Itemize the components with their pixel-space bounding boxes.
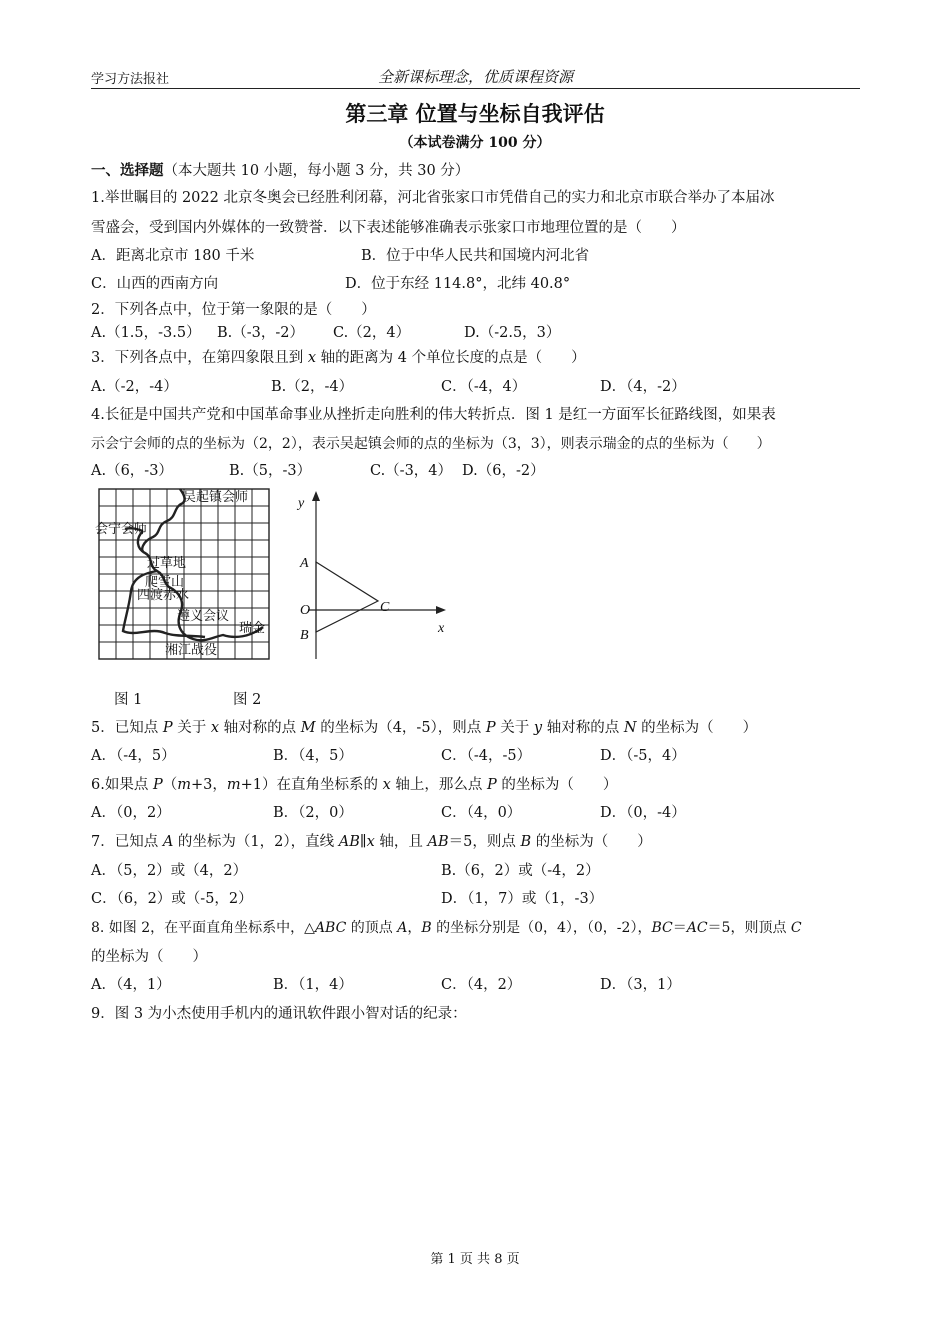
q7-option-b: B.（6，2）或（-4，2） (441, 863, 600, 879)
q6-text-2: （ (162, 777, 178, 793)
q5-var-m: M (300, 720, 316, 736)
figure-2-coordinate (290, 487, 470, 662)
q8-text-4: 的坐标分别是（0，4），（0，-2）， (431, 920, 652, 936)
fig2-label-o: O (300, 603, 311, 618)
q8-option-a: A．（4，1） (91, 977, 171, 993)
q3-option-d: D．（4，-2） (600, 379, 686, 395)
q7-var-x: x (366, 834, 375, 850)
q7-option-d: D．（1，7）或（1，-3） (441, 891, 604, 907)
q3-option-c: C．（-4，4） (441, 379, 527, 395)
q5-option-d: D．（-5，4） (600, 748, 686, 764)
q7-var-ab: AB (338, 834, 360, 850)
q3-option-a: A.（-2，-4） (91, 379, 178, 395)
q8-option-b: B．（1，4） (273, 977, 353, 993)
q5-var-y: y (533, 720, 543, 736)
header-slogan: 全新课标理念，优质课程资源 (377, 68, 573, 86)
q5-text-5: 关于 (495, 720, 534, 736)
q7-text-1: 7．已知点 (91, 834, 163, 850)
fig1-label-xueshan: 爬雪山 (145, 575, 185, 590)
q4-option-b: B.（5，-3） (229, 463, 312, 479)
q6-text-4: +1）在直角坐标系的 (240, 777, 383, 793)
q5-var-n: N (623, 720, 637, 736)
fig2-label-a: A (300, 556, 309, 571)
q1-line1: 1.举世瞩目的 2022 北京冬奥会已经胜利闭幕，河北省张家口市凭借自己的实力和北京市联合举办了本届冰 (91, 190, 775, 206)
q1-option-d: D．位于东经 114.8°，北纬 40.8° (345, 276, 571, 292)
q9-stem: 9．图 3 为小杰使用手机内的通讯软件跟小智对话的纪录： (91, 1006, 467, 1022)
q4-line2: 示会宁会师的点的坐标为（2，2），表示吴起镇会师的点的坐标为（3，3），则表示瑞金的点的坐标为（ ） (91, 436, 771, 452)
q5-var-x: x (210, 720, 220, 736)
page-title: 第三章 位置与坐标自我评估 (345, 102, 605, 126)
q1-option-a: A．距离北京市 180 千米 (91, 248, 255, 264)
q7-var-a: A (162, 834, 174, 850)
fig1-caption: 图 1 (114, 692, 143, 708)
fig2-label-x: x (438, 621, 445, 636)
q6-text-1: 6.如果点 (91, 777, 153, 793)
section-label: 一、选择题 (91, 163, 164, 179)
q8-option-c: C．（4，2） (441, 977, 522, 993)
q6-option-d: D．（0，-4） (600, 805, 686, 821)
q6-option-c: C．（4，0） (441, 805, 522, 821)
fig2-label-c: C (380, 600, 390, 615)
q4-option-c: C.（-3，4） (370, 463, 453, 479)
q7-text-3: ∥ (359, 834, 367, 850)
fig1-label-zunyi: 遵义会议 (177, 609, 230, 624)
q6-var-x: x (382, 777, 391, 793)
q6-text-3: +3， (190, 777, 227, 793)
q6-var-p: P (152, 777, 163, 793)
fig2-caption: 图 2 (233, 692, 262, 708)
q3-stem-a: 3．下列各点中，在第四象限且到 (91, 350, 308, 366)
q4-option-d: D.（6，-2） (462, 463, 545, 479)
fig1-label-wuqi: 吴起镇会师 (183, 490, 249, 505)
q5-option-b: B．（4，5） (273, 748, 353, 764)
fig1-label-caodi: 过草地 (147, 556, 187, 571)
q7-text-5: ＝5，则点 (448, 834, 521, 850)
q5-text-2: 关于 (172, 720, 211, 736)
q5-var-p2: P (485, 720, 496, 736)
q8-text-1: 8. 如图 2，在平面直角坐标系中，△ (91, 920, 315, 936)
q8-var-a: A (397, 920, 408, 936)
q2-option-b: B.（-3，-2） (217, 325, 305, 341)
q8-var-abc: ABC (314, 920, 347, 936)
header-publisher: 学习方法报社 (91, 72, 170, 87)
fig1-label-ruijin: 瑞金 (239, 621, 266, 636)
q8-text-6: ＝5，则顶点 (707, 920, 791, 936)
q2-option-d: D.（-2.5，3） (464, 325, 561, 341)
fig1-label-huining: 会宁会师 (95, 522, 148, 537)
q1-line2: 雪盛会，受到国内外媒体的一致赞誉．以下表述能够准确表示张家口市地理位置的是（ ） (91, 220, 686, 236)
q2-option-c: C.（2，4） (333, 325, 411, 341)
q7-var-ab2: AB (427, 834, 449, 850)
q3-stem-b: 轴的距离为 4 个单位长度的点是（ ） (316, 350, 586, 366)
q3-option-b: B.（2，-4） (271, 379, 354, 395)
fig2-label-y: y (298, 496, 305, 511)
q1-option-c: C．山西的西南方向 (91, 276, 219, 292)
fig1-label-chishui: 四渡赤水 (137, 588, 190, 603)
page-header (91, 66, 860, 89)
q5-text-1: 5．已知点 (91, 720, 163, 736)
section-note: （本大题共 10 小题，每小题 3 分，共 30 分） (163, 163, 470, 179)
q6-var-p2: P (486, 777, 497, 793)
q2-option-a: A.（1.5，-3.5） (91, 325, 201, 341)
y-axis-arrow (312, 491, 320, 501)
q5-text-4: 的坐标为（4，-5），则点 (315, 720, 486, 736)
q8-text-2: 的顶点 (346, 920, 398, 936)
q6-stem (91, 775, 617, 795)
q8-line1 (91, 918, 802, 938)
q3-stem (91, 348, 586, 368)
q6-var-m1: m (177, 777, 191, 793)
page-subtitle: （本试卷满分 100 分） (399, 135, 551, 151)
q4-option-a: A.（6，-3） (91, 463, 173, 479)
q7-text-4: 轴，且 (374, 834, 428, 850)
q7-text-6: 的坐标为（ ） (531, 834, 652, 850)
q1-option-b: B．位于中华人民共和国境内河北省 (361, 248, 590, 264)
q5-text-6: 轴对称的点 (542, 720, 624, 736)
figure-1-map (95, 487, 275, 662)
q6-text-5: 轴上，那么点 (390, 777, 487, 793)
q6-option-a: A．（0，2） (91, 805, 171, 821)
q7-option-c: C．（6，2）或（-5，2） (91, 891, 253, 907)
q8-var-ac: AC (686, 920, 708, 936)
q6-text-6: 的坐标为（ ） (496, 777, 618, 793)
q2-stem: 2．下列各点中，位于第一象限的是（ ） (91, 302, 376, 318)
q7-stem (91, 832, 652, 852)
q8-var-c: C (790, 920, 802, 936)
fig1-label-xiangjiang: 湘江战役 (165, 643, 218, 658)
q8-line2: 的坐标为（ ） (91, 949, 207, 965)
q5-text-3: 轴对称的点 (219, 720, 301, 736)
q6-option-b: B．（2，0） (273, 805, 353, 821)
fig2-label-b: B (300, 628, 309, 643)
q5-text-7: 的坐标为（ ） (636, 720, 758, 736)
x-axis-arrow (436, 606, 446, 614)
q5-option-a: A．（-4，5） (91, 748, 176, 764)
q5-option-c: C．（-4，-5） (441, 748, 532, 764)
q4-line1: 4.长征是中国共产党和中国革命事业从挫折走向胜利的伟大转折点．图 1 是红一方面军长征路线图，如果表 (91, 407, 776, 423)
q7-var-b: B (520, 834, 532, 850)
q8-text-3: ， (407, 920, 422, 936)
q8-var-b: B (421, 920, 432, 936)
triangle-abc (316, 562, 378, 632)
q5-stem (91, 718, 757, 738)
q8-var-bc: BC (651, 920, 673, 936)
q6-var-m2: m (226, 777, 241, 793)
q7-text-2: 的坐标为（1，2），直线 (173, 834, 339, 850)
q8-option-d: D．（3，1） (600, 977, 681, 993)
section-heading (91, 161, 469, 181)
q7-option-a: A．（5，2）或（4，2） (91, 863, 248, 879)
q8-text-5: ＝ (672, 920, 687, 936)
page-footer: 第 1 页 共 8 页 (430, 1252, 520, 1267)
q5-var-p: P (162, 720, 173, 736)
q3-var-x: x (307, 350, 317, 366)
